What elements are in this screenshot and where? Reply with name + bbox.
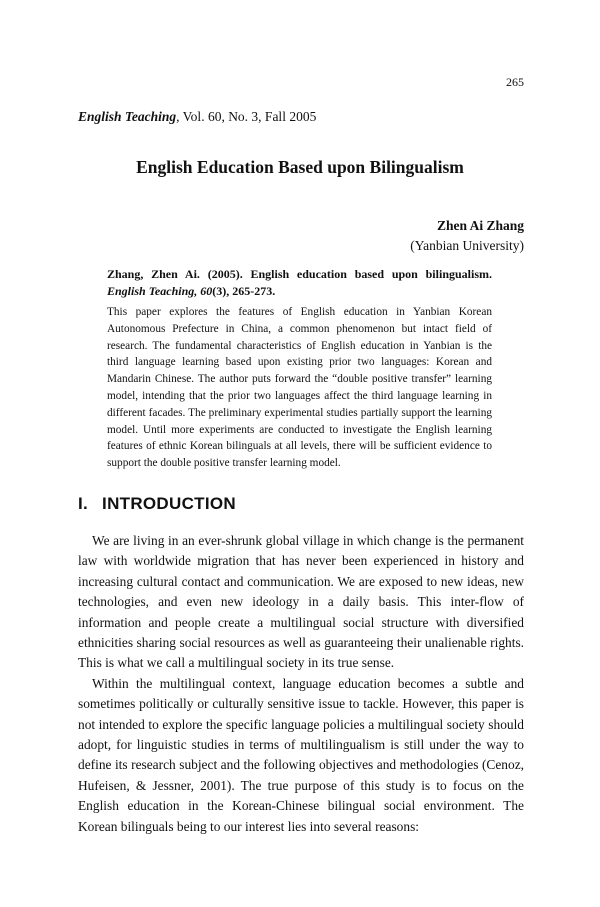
section-number: I. <box>78 494 89 513</box>
citation-journal: English Teaching, 60 <box>107 284 213 298</box>
paper-title: English Education Based upon Bilingualism <box>136 157 464 177</box>
journal-details: , Vol. 60, No. 3, Fall 2005 <box>176 109 317 124</box>
abstract: This paper explores the features of English education in Yanbian Korean Autonomous Prefecture in China, a common phenomenon but intact field of research. The fundamental characteristics of English education in Yanbian is the third language learning based upon existing prior two languages: Korean and Mandarin Chinese. The author puts forward the “double positive transfer” learning model, intending that the prior two languages affect the third language learning in different facades. The preliminary experimental studies partially support the learning model. Until more experiments are conducted to investigate the English learning features of ethnic Korean bilinguals at all levels, there will be sufficient evidence to support the double positive transfer learning model. <box>107 306 492 470</box>
citation <box>107 266 492 300</box>
body-text <box>78 531 524 837</box>
citation-issue: (3), 265-273. <box>212 284 276 298</box>
author-affiliation: (Yanbian University) <box>410 238 524 253</box>
section-title: INTRODUCTION <box>102 494 236 513</box>
journal-header <box>78 109 316 125</box>
journal-name: English Teaching <box>78 109 177 124</box>
paragraph: Within the multilingual context, language education becomes a subtle and sometimes politically or culturally sensitive issue to tackle. However, this paper is not intended to explore the specific language policies a multilingual society should adopt, for linguistic studies in terms of multilingualism is still under the way to define its research subject and the following objectives and methodologies (Cenoz, Hufeisen, & Jessner, 2001). The true purpose of this study is to focus on the English education in the Korean-Chinese bilingual social environment. The Korean bilinguals being to our interest lies into several reasons: <box>78 675 524 834</box>
author-block <box>410 216 524 256</box>
citation-text: Zhang, Zhen Ai. (2005). English education based upon bilingualism. <box>107 267 492 281</box>
author-name: Zhen Ai Zhang <box>436 218 524 233</box>
page-number: 265 <box>506 75 524 89</box>
paragraph: We are living in an ever-shrunk global village in which change is the permanent law with worldwide migration that has never been experienced in history and increasing cultural contact and communication. We are exposed to new ideas, new technologies, and even new ideology in a daily basis. This inter-flow of information and people create a multilingual social structure with diversified ethnicities sharing social resources as well as guaranteeing their unalienable rights. This is what we call a multilingual society in its true sense. <box>78 533 524 671</box>
section-heading <box>78 494 236 514</box>
